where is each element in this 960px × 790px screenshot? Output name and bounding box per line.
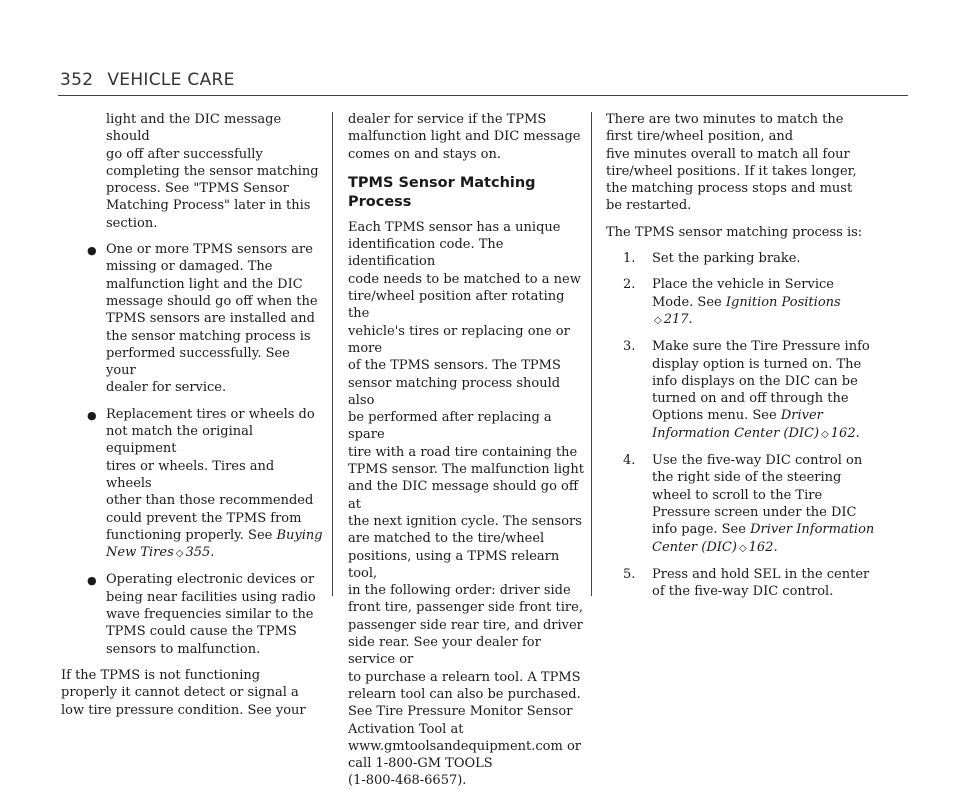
step-item: 2. Place the vehicle in Service Mode. See Ignition Positions ◇ 217. bbox=[623, 277, 841, 327]
cross-reference-link[interactable]: Driver bbox=[780, 408, 823, 424]
cross-reference-link[interactable]: Information Center (DIC) bbox=[652, 425, 820, 441]
bullet-icon: ● bbox=[87, 574, 97, 588]
page-arrow-icon: ◇ bbox=[738, 542, 747, 554]
step-number: 2. bbox=[623, 277, 636, 293]
column-divider bbox=[332, 112, 333, 596]
page-reference[interactable]: 355. bbox=[185, 545, 215, 561]
cross-reference-link[interactable]: New Tires bbox=[106, 545, 174, 561]
body-paragraph: There are two minutes to match the first tire/wheel position, and five minutes overall to match all four tire/wheel positions. If it takes longer, the matching process stops and must be restarted. bbox=[606, 112, 857, 214]
continued-paragraph: dealer for service if the TPMS malfunction light and DIC message comes on and stays on. bbox=[348, 112, 581, 162]
section-title: VEHICLE CARE bbox=[107, 70, 235, 90]
page-arrow-icon: ◇ bbox=[654, 314, 662, 326]
page-arrow-icon: ◇ bbox=[821, 428, 829, 440]
bullet-icon: ● bbox=[87, 408, 97, 422]
step-number: 1. bbox=[623, 251, 636, 267]
section-heading: TPMS Sensor Matching Process bbox=[348, 174, 536, 210]
bullet-item: ● One or more TPMS sensors are missing or damaged. The malfunction light and the DIC message should go off when the TPMS sensors are installed and the sensor matching process is performed successfully. See your dealer for service. bbox=[87, 242, 318, 396]
cross-reference-link[interactable]: Driver Information bbox=[750, 522, 875, 538]
step-number: 4. bbox=[623, 453, 636, 469]
step-item: 1. Set the parking brake. bbox=[623, 251, 801, 267]
cross-reference-link[interactable]: Ignition Positions bbox=[725, 294, 841, 310]
bullet-item: ● Replacement tires or wheels do not match the original equipment tires or wheels. Tires and wheels other than those recommended could prevent the TPMS from functioning properly. See Buying New Tires ◇ 355. bbox=[87, 406, 323, 561]
step-item: 4. Use the five-way DIC control on the right side of the steering wheel to scroll to the Tire Pressure screen under the DIC info page. See Driver Information Center (DIC) ◇ 162. bbox=[623, 453, 875, 555]
page-reference[interactable]: 162. bbox=[830, 425, 860, 441]
page-arrow-icon: ◇ bbox=[175, 548, 184, 560]
column-divider bbox=[591, 112, 592, 596]
column-left bbox=[61, 111, 323, 719]
cross-reference-link[interactable]: Center (DIC) bbox=[652, 539, 737, 555]
bullet-item: ● Operating electronic devices or being near facilities using radio wave frequencies similar to the TPMS could cause the TPMS sensors to malfunction. bbox=[87, 572, 316, 657]
cross-reference-link[interactable]: Buying bbox=[276, 527, 323, 543]
page-reference[interactable]: 217. bbox=[663, 311, 693, 327]
body-paragraph: Each TPMS sensor has a unique identification code. The identification code needs to be matched to a new tire/wheel position after rotating the vehicle's tires or replacing one or more of the TPMS sensors. The TPMS sensor matching process should also be performed after replacing a spare tire with a road tire containing the TPMS sensor. The malfunction light and the DIC message should go off at the next ignition cycle. The sensors are matched to the tire/wheel positions, using a TPMS relearn tool, in the following order: driver side front tire, passenger side front tire, passenger side rear tire, and driver side rear. See your dealer for service or to purchase a relearn tool. A TPMS relearn tool can also be purchased. See Tire Pressure Monitor Sensor Activation Tool at www.gmtoolsandequipment.com or call 1-800-GM TOOLS (1-800-468-6657). bbox=[348, 219, 584, 789]
page-number: 352 bbox=[60, 70, 94, 90]
body-paragraph: The TPMS sensor matching process is: bbox=[606, 224, 863, 240]
step-item: 3. Make sure the Tire Pressure info display option is turned on. The info displays on the DIC can be turned on and off through the Options menu. See Driver Information Center (DIC) ◇ 162. bbox=[623, 339, 870, 441]
page-header bbox=[60, 70, 235, 90]
step-number: 3. bbox=[623, 339, 636, 355]
header-rule bbox=[58, 95, 908, 96]
column-middle bbox=[348, 111, 586, 790]
step-number: 5. bbox=[623, 566, 636, 582]
step-item: 5. Press and hold SEL in the center of the five-way DIC control. bbox=[623, 566, 870, 600]
bullet-icon: ● bbox=[87, 244, 97, 258]
column-right bbox=[606, 111, 906, 600]
body-paragraph: If the TPMS is not functioning properly it cannot detect or signal a low tire pressure condition. See your bbox=[61, 667, 306, 718]
continued-paragraph: light and the DIC message should go off after successfully completing the sensor matching process. See "TPMS Sensor Matching Process" later in this section. bbox=[106, 112, 319, 231]
page-reference[interactable]: 162. bbox=[748, 539, 778, 555]
